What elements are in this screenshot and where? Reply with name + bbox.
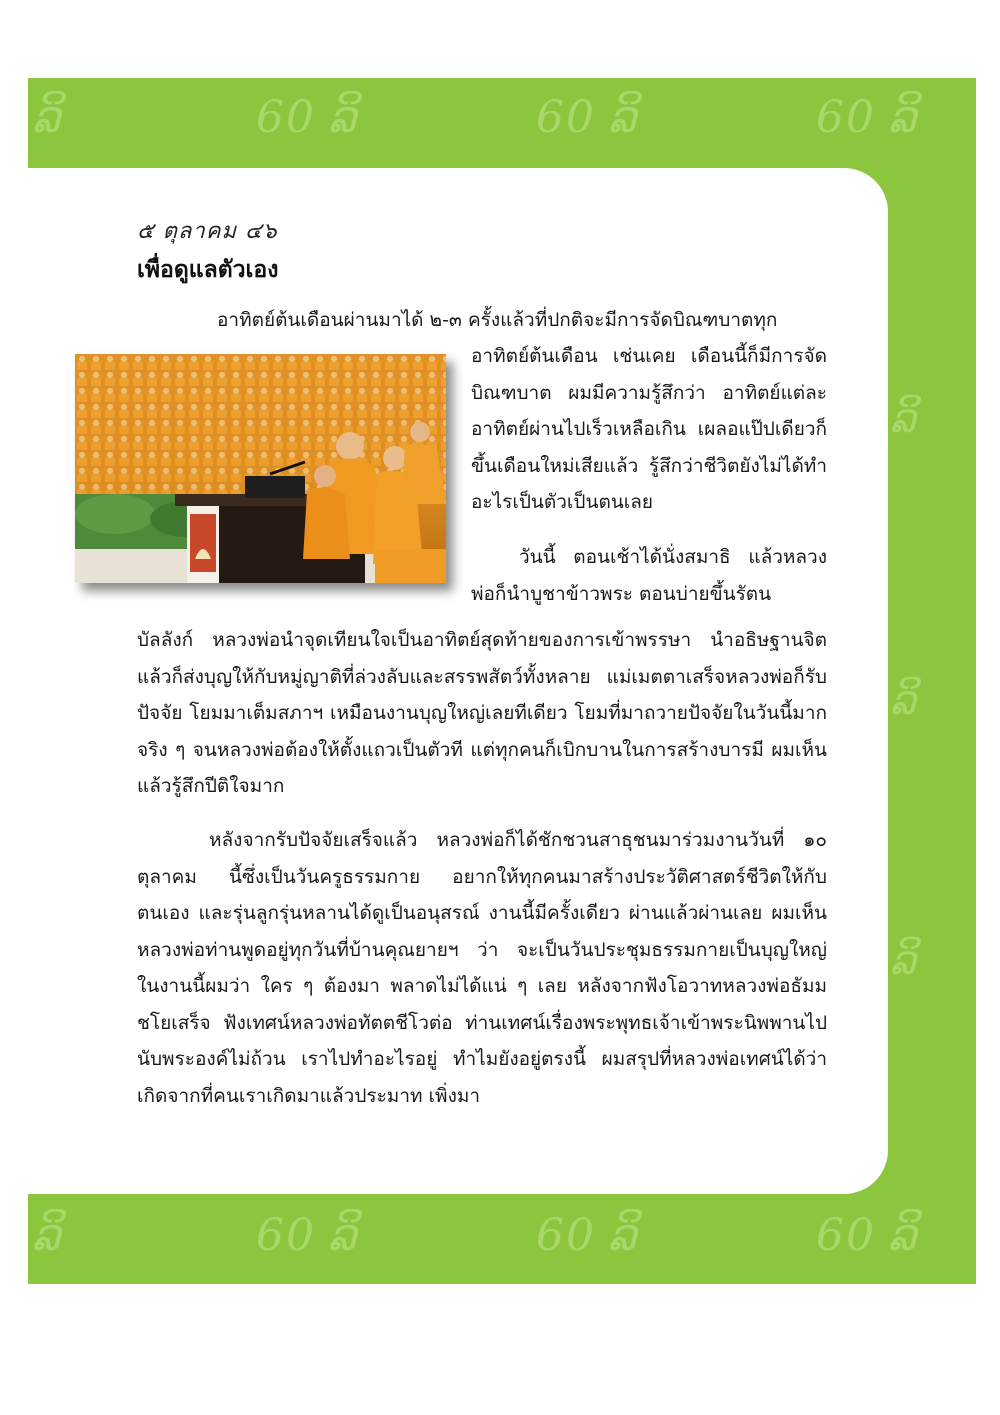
watermark-mark: ລິ [608,92,639,143]
watermark-number: 60 [536,92,596,143]
bottom-watermark-band [28,1210,976,1300]
date-line: ๕ ตุลาคม ๔๖ [137,219,278,244]
watermark-mark: ລິ [328,92,359,143]
watermark-number: 60 [256,1210,316,1261]
side-watermark-mark: ລິ [890,678,918,724]
watermark-mark: ລິ [608,1210,639,1261]
watermark-number: 60 [256,92,316,143]
paragraph-1-first-line: อาทิตย์ต้นเดือนผ่านมาได้ ๒-๓ ครั้งแล้วที่ปกติจะมีการจัดบิณฑบาตทุก [217,309,778,331]
side-watermark-mark: ລິ [890,938,918,984]
page-title: เพื่อดูแลตัวเอง [137,257,279,283]
paragraph-2-side-text: วันนี้ ตอนเช้าได้นั่งสมาธิ แล้วหลวงพ่อก็นำบูชาข้าวพระ ตอนบ่ายขึ้นรัตน [471,546,827,605]
paragraph-3: หลังจากรับปัจจัยเสร็จแล้ว หลวงพ่อก็ได้ชักชวนสาธุชนมาร่วมงานวันที่ ๑๐ ตุลาคม นี้ซึ่งเป็นวันครูธรรมกาย อยากให้ทุกคนมาสร้างประวัติศาสตร์ชีวิตให้กับตนเอง และรุ่นลูกรุ่นหลานได้ดูเป็นอนุสรณ์ งานนี้มีครั้งเดียว ผ่านแล้วผ่านเลย ผมเห็นหลวงพ่อท่านพูดอยู่ทุกวันที่บ้านคุณยายฯ ว่า จะเป็นวันประชุมธรรมกายเป็นบุญใหญ่ ในงานนี้ผมว่า ใคร ๆ ต้องมา พลาดไม่ได้แน่ ๆ เลย หลังจากฟังโอวาทหลวงพ่อธัมมชโยเสร็จ ฟังเทศน์หลวงพ่อทัตตชีโวต่อ ท่านเทศน์เรื่องพระพุทธเจ้าเข้าพระนิพพานไปนับพระองค์ไม่ถ้วน เราไปทำอะไรอยู่ ทำไมยังอยู่ตรงนี้ ผมสรุปที่หลวงพ่อเทศน์ได้ว่า เกิดจากที่คนเราเกิดมาแล้วประมาท เพิ่งมา [137,829,827,1107]
watermark-mark: ລິ [328,1210,359,1261]
paragraph-2-full-text: บัลลังก์ หลวงพ่อนำจุดเทียนใจเป็นอาทิตย์สุดท้ายของการเข้าพรรษา นำอธิษฐานจิต แล้วก็ส่งบุญให้กับหมู่ญาติที่ล่วงลับและสรรพสัตว์ทั้งหลาย แม่เมตตาเสร็จหลวงพ่อก็รับปัจจัย โยมมาเต็มสภาฯ เหมือนงานบุญใหญ่เลยทีเดียว โยมที่มาถวายปัจจัยในวันนี้มากจริง ๆ จนหลวงพ่อต้องให้ตั้งแถวเป็นตัวที แต่ทุกคนก็เบิกบานในการสร้างบารมี ผมเห็นแล้วรู้สึกปีติใจมาก [137,629,827,797]
watermark-number: 60 [816,92,876,143]
monks-ceremony-photo [75,354,446,583]
watermark-mark: ລິ [32,92,63,143]
watermark-number: 60 [536,1210,596,1261]
watermark-number: 60 [816,1210,876,1261]
watermark-mark: ລິ [32,1210,63,1261]
paragraph-1-side-text: อาทิตย์ต้นเดือน เช่นเคย เดือนนี้ก็มีการจัดบิณฑบาต ผมมีความรู้สึกว่า อาทิตย์แต่ละอาทิตย์ผ่านไปเร็วเหลือเกิน เผลอแป๊ปเดียวก็ขึ้นเดือนใหม่เสียแล้ว รู้สึกว่าชีวิตยังไม่ได้ทำอะไรเป็นตัวเป็นตนเลย [471,345,827,513]
watermark-mark: ລິ [888,1210,919,1261]
watermark-mark: ລິ [888,92,919,143]
side-watermark-mark: ລິ [890,396,918,442]
